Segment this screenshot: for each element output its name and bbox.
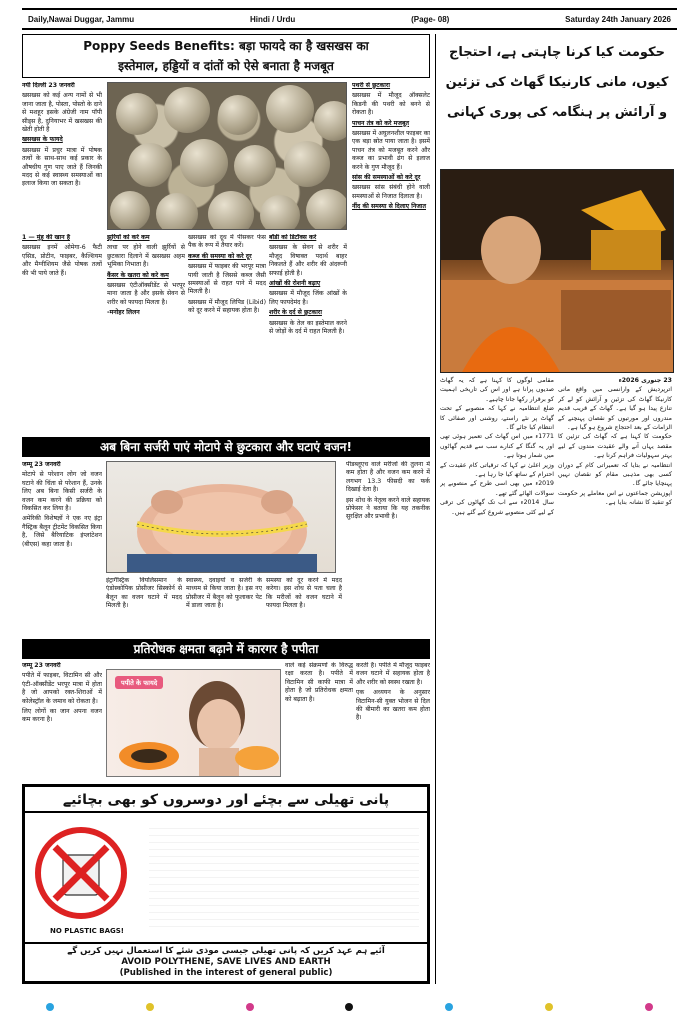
paragraph: 2019ء میں بھی اسی طرح کے منصوبے پر سوالات اٹھائے گئے تھے۔ [440,480,554,497]
paragraph: खसखस में मौजूद लिपिड (Libid) को दूर करने में सहायक होता है। [188,298,266,315]
poppy-col-1 [22,82,102,232]
paragraph: حکومت کا کہنا ہے کہ گھاٹ کی تزئین کا مقصد یہاں آنے والے عقیدت مندوں کے لیے بہتر سہولیات فراہم کرنا ہے۔ [558,433,672,460]
subheading: सांस की समस्याओं को करे दूर [352,174,421,182]
masthead [22,8,677,30]
paragraph: लिए लोगों का जान अपना वजन कम करना है। [22,708,102,724]
poppy-col-2 [107,234,185,449]
paragraph: खसखस को कई अन्य नामों से भी जाना जाता है, पोस्ता, पोस्तो के दाने से मशहूर इसके अंग्रेजी नाम पॉपी सीड्स है, दुनियाभर में खसखस की खेती होती है [22,92,102,134]
paragraph: खसखस में मौजूद जिंक आंखों के लिए फायदेमंद है। [269,290,347,306]
paper-name: Daily,Nawai Duggar, Jammu [28,14,135,24]
no-plastic-ad [22,784,430,984]
dateline: जम्मू 23 जनवरी [22,662,61,669]
register-dot-icon [46,1003,54,1011]
paragraph: खसखस में प्रचुर मात्रा में पोषक तत्वों के साथ-साथ कई प्रकार के औषधीय गुण पाए जाते हैं जिनकी मदद से कई स्वास्थ्य समस्याओं का इलाज किया जा सकता है। [22,146,102,188]
ad-sign-text: NO PLASTIC BAGS! [50,927,124,935]
ad-english-line1: AVOID POLYTHENE, SAVE LIVES AND EARTH [121,957,331,967]
papaya-col-4 [285,662,353,780]
poppy-headline-box [22,34,430,78]
registration-dots [0,1000,699,1014]
dateline: जम्मू 23 जनवरी [22,461,61,468]
paragraph: समस्या को दूर करने में मदद करेगा। इस शोध से पता चला है कि मरीजों को वजन घटाने में फायदा मिलता है। [266,577,342,610]
paragraph: पीडब्लूएच वाले मरीजों की तुलना में कम होता है और वजन कम करने में लगभग 13.3 फीसदी का फर्क दिखाई देता है। [346,461,430,494]
paragraph: खसखस में अघुलनशील फाइबर का एक बड़ा स्रोत पाया जाता है। इसमें पाचन तंत्र को मजबूत करने और कब्ज का प्रभावी ढंग से इलाज करने के गुण मौजूद हैं। [352,130,430,171]
paragraph: 1771ء میں اس گھاٹ کی تعمیر ہوئی تھی اور یہ گنگا کے کنارے سب سے قدیم گھاٹوں میں شمار ہوتا ہے۔ [440,433,554,460]
paragraph: खसखस के सेवन से शरीर में मौजूद विषाक्त पदार्थ बाहर निकलते हैं और शरीर की अंदरूनी सफाई होती है। [269,244,347,277]
subheading: आंखों की रोशनी बढ़ाए [269,280,321,288]
paragraph: سال 2014ء سے اب تک گھاٹوں کی ترقی کے لیے کئی منصوبے شروع کیے گئے ہیں۔ [440,499,554,516]
dateline: 23 جنوری 2026ء [618,377,672,384]
belly-measure-photo [106,461,336,573]
subheading: बॉडी को डिटॉक्स करे [269,234,317,241]
poppy-col-5 [352,82,430,449]
urdu-news-photo [440,169,674,373]
ad-english-line2: (Published in the interest of general public) [119,968,333,978]
newspaper-page [22,8,677,1016]
paragraph: मोटापे से परेशान लोग जो वजन घटाने की चिंता से परेशान हैं, उनके लिए अब बिना किसी सर्जरी के वजन कम करने की प्रक्रिया को विकसित कर लिया है। [22,471,102,513]
belly-headline: अब बिना सर्जरी पाएं मोटापे से छुटकारा और घटाएं वजन! [100,440,352,454]
paragraph: ضلع انتظامیہ نے کہا کہ منصوبے کے تحت گھاٹ پر نئے راستے، روشنی اور صفائی کا انتظام کیا جائے گا۔ [440,405,554,432]
register-dot-icon [645,1003,653,1011]
urdu-col-left [440,376,554,984]
poppy-headline-line2: इस्तेमाल, हड्डियों व दांतों को ऐसे बनाता है मजबूत [118,59,334,73]
paragraph: स्वास्थ्य, दवाइयों व सर्जरी के माध्यम से किया जाता है। इस नए प्रोसीजर में बैलून को फुलाकर पेट में डाला जाता है। [186,577,262,610]
subheading: कैंसर के खतरा को करे कम [107,271,169,279]
belly-col-5 [346,461,430,661]
register-dot-icon [445,1003,453,1011]
paragraph: पपीते में फाइबर, विटामिन सी और एंटी-ऑक्सीडेंट भरपूर मात्रा में होता है जो आपको रक्त-शिराओं में कोलेस्ट्रॉल के जमाव को रोकता है। [22,672,102,705]
register-dot-icon [545,1003,553,1011]
paragraph: इंट्रागैस्ट्रिक वियलिसमान के एंडोस्कोपिक प्रोसीजर सिस्कोर्न से बैलून का वजन घटाने में मदद मिलती है। [106,577,182,610]
papaya-headline: प्रतिरोधक क्षमता बढ़ाने में कारगर है पपीता [133,642,319,656]
ad-urdu-footer: آئیے ہم عہد کریں کہ پانی تھیلی جیسی موذی شئے کا استعمال نہیں کریں گے [67,946,385,956]
language-label: Hindi / Urdu [249,14,296,24]
paragraph: खसखस इनमें ओमेगा-6 फैटी एसिड, प्रोटीन, फाइबर, कैल्शियम और मैग्नीशियम जैसे पोषक तत्वों की भी पाये जाते हैं। [22,244,102,277]
subheading: झुर्रियों को करे कम [107,234,150,241]
paragraph: इस शोध के नेतृत्व करने वाले सहायक प्रोफेसर ने बताया कि यह तकनीक सुरक्षित और प्रभावी है। [346,496,430,521]
urdu-col-right [558,376,672,984]
subheading: पथरी से छुटकारा [352,82,391,89]
subheading: 1 — मुंह की खान है [22,234,70,241]
belly-headline-banner [22,437,430,457]
paragraph: एक अध्ययन के अनुसार विटामिन-सी युक्त भोजन से दिल की बीमारी का खतरा कम होता है। [356,689,430,722]
paragraph: करती है। पपीते में मौजूद फाइबर वजन घटाने में सहायक होता है और शरीर को स्वस्थ रखता है। [356,662,430,686]
paragraph: وزیر اعلیٰ نے کہا کہ ترقیاتی کام عقیدت کے احترام کے ساتھ کیا جا رہا ہے۔ [440,461,554,479]
paragraph: वाले कई संक्रमणों के विरुद्ध रक्षा करता है। पपीते में विटामिन सी काफी मात्रा में होता है जो प्रतिरोधक क्षमता को बढ़ाता है। [285,662,353,703]
paragraph: अमेरिकी विशेषज्ञों ने एक नए इंट्रा गैस्ट्रिक बैलून ट्रीटमेंट विकसित किया है, जिसे बैरियाटिक इंप्लांटेशन (बीएस) कहा जाता है। [22,515,102,548]
papaya-headline-banner [22,639,430,659]
poppy-col-4 [269,234,347,449]
papaya-col-1 [22,662,102,780]
register-dot-icon [345,1003,353,1011]
paragraph: खसखस के तेल का इस्तेमाल करने से जोड़ों के दर्द में राहत मिलती है। [269,319,347,336]
register-dot-icon [246,1003,254,1011]
subheading: शरीर के दर्द से छुटकारा [269,309,322,317]
byline: -मनोहर लिलन [107,309,140,317]
paragraph: खसखस में फाइबर की भरपूर मात्रा पायी जाती है जिससे कब्ज जैसी समस्याओं से राहत पाने में मदद मिलती है। [188,263,266,296]
poppy-col-3 [188,234,266,449]
issue-date: Saturday 24th January 2026 [565,14,671,24]
subheading: कब्ज की समस्या को करे दूर [188,252,252,260]
paragraph: त्वचा पर होने वाली झुर्रियों से छुटकारा दिलाने में खसखस अहम भूमिका निभाता है। [107,244,185,269]
dateline: नयी दिल्ली 23 जनवरी [22,82,75,89]
paragraph: खसखस में मौजूद ऑक्सलेट किडनी की पथरी को बनने से रोकता है। [352,92,430,117]
poppy-col-1b [22,234,102,449]
subheading: नींद की समस्या से दिलाए निजात [352,203,426,211]
subheading: पाचन तंत्र को करे मजबूत [352,119,410,127]
urdu-headline: حکومت کیا کرنا چاہتی ہے، احتجاج کیوں، مانی کارنیکا گھاٹ کی تزئین و آرائش پر ہنگامہ کی پوری کہانی [445,45,669,120]
papaya-image-label: पपीते के फायदे [115,676,163,689]
belly-col-1 [22,461,102,636]
papaya-col-5 [356,662,430,780]
ad-footer [25,942,427,981]
paragraph: खसखस एंटीऑक्सीडेंट से भरपूर माना जाता है और इसके सेवन से शरीर को फायदा मिलता है। [107,282,185,306]
left-section [22,34,430,984]
ad-blank-area [149,827,419,933]
subheading: खसखस के फायदे [22,136,63,144]
poppy-headline-line1: Poppy Seeds Benefits: बड़ा फायदे का है खसखस का [83,39,369,53]
papaya-photo [106,669,281,777]
no-plastic-sign-icon [35,827,127,919]
paragraph: انتظامیہ نے بتایا کہ تعمیراتی کام کے دوران کسی بھی مذہبی مقام کو نقصان نہیں پہنچایا جائے گا۔ [558,461,672,488]
register-dot-icon [146,1003,154,1011]
urdu-section [435,34,677,984]
page-number: (Page- 08) [411,14,450,24]
ad-urdu-headline: پانی تھیلی سے بچئے اور دوسروں کو بھی بچائیے [25,789,427,813]
paragraph: اپوزیشن جماعتوں نے اس معاملے پر حکومت کو تنقید کا نشانہ بنایا ہے۔ [558,489,672,507]
paragraph: खसखस सांस संबंधी होने वाली समस्याओं से निजात दिलाता है। [352,184,430,200]
paragraph: مقامی لوگوں کا کہنا ہے کہ یہ گھاٹ صدیوں پرانا ہے اور اس کی تاریخی اہمیت کو برقرار رکھا جانا چاہیے۔ [440,377,554,403]
paragraph: اترپردیش کے وارانسی میں واقع مانی کارنیکا گھاٹ کی تزئین و آرائش کو لے کر تنازع پیدا ہو گیا ہے۔ گھاٹ کے قریب قدیم مندروں اور مورتیوں کو نقصان پہنچنے کے الزامات کے بعد احتجاج شروع ہو گیا ہے۔ [558,386,672,432]
paragraph: खसखस को दूध में पीसकर फेस पैक के रूप में तैयार करें। [188,234,266,250]
poppy-seeds-photo [107,82,347,230]
